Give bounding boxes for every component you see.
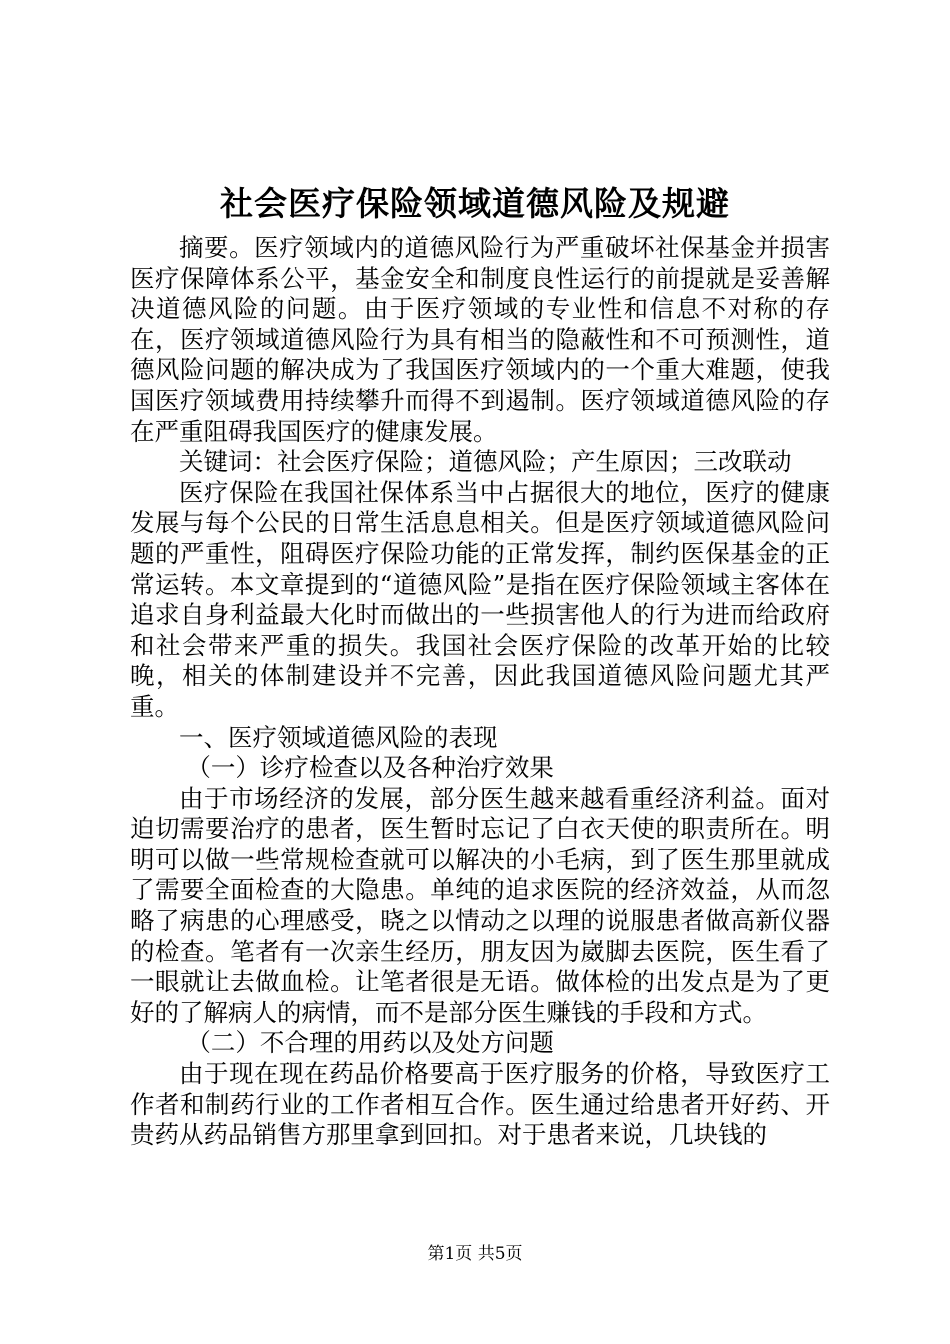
abstract-paragraph: 摘要。医疗领域内的道德风险行为严重破坏社保基金并损害医疗保障体系公平，基金安全和制度良性运行的前提就是妥善解决道德风险的问题。由于医疗领域的专业性和信息不对称的存在，医疗领域道德风险行为具有相当的隐蔽性和不可预测性，道德风险问题的解决成为了我国医疗领域内的一个重大难题，使我国医疗领域费用持续攀升而得不到遏制。医疗领域道德风险的存在严重阻碍我国医疗的健康发展。: [130, 233, 830, 446]
document-title: 社会医疗保险领域道德风险及规避: [220, 184, 730, 223]
section-heading-1: 一、医疗领域道德风险的表现: [179, 722, 498, 752]
intro-paragraph: 医疗保险在我国社保体系当中占据很大的地位，医疗的健康发展与每个公民的日常生活息息相关。但是医疗领域道德风险问题的严重性，阻碍医疗保险功能的正常发挥，制约医保基金的正常运转。本文章提到的“道德风险”是指在医疗保险领域主客体在追求自身利益最大化时而做出的一些损害他人的行为进而给政府和社会带来严重的损失。我国社会医疗保险的改革开始的比较晚，相关的体制建设并不完善，因此我国道德风险问题尤其严重。: [130, 477, 830, 721]
document-body: [130, 233, 830, 1151]
keywords-paragraph: 关键词：社会医疗保险；道德风险；产生原因；三改联动: [179, 447, 792, 477]
subsection-heading-1: （一）诊疗检查以及各种治疗效果: [186, 753, 554, 783]
body-paragraph-2: 由于现在现在药品价格要高于医疗服务的价格，导致医疗工作者和制药行业的工作者相互合作。医生通过给患者开好药、开贵药从药品销售方那里拿到回扣。对于患者来说，几块钱的: [130, 1059, 830, 1150]
body-paragraph-1: 由于市场经济的发展，部分医生越来越看重经济利益。面对迫切需要治疗的患者，医生暂时忘记了白衣天使的职责所在。明明可以做一些常规检查就可以解决的小毛病，到了医生那里就成了需要全面检查的大隐患。单纯的追求医院的经济效益，从而忽略了病患的心理感受，晓之以情动之以理的说服患者做高新仪器的检查。笔者有一次亲生经历，朋友因为崴脚去医院，医生看了一眼就让去做血检。让笔者很是无语。做体检的出发点是为了更好的了解病人的病情，而不是部分医生赚钱的手段和方式。: [130, 783, 830, 1027]
page-footer: 第1页 共5页: [427, 1244, 523, 1264]
subsection-heading-2: （二）不合理的用药以及处方问题: [186, 1028, 554, 1058]
